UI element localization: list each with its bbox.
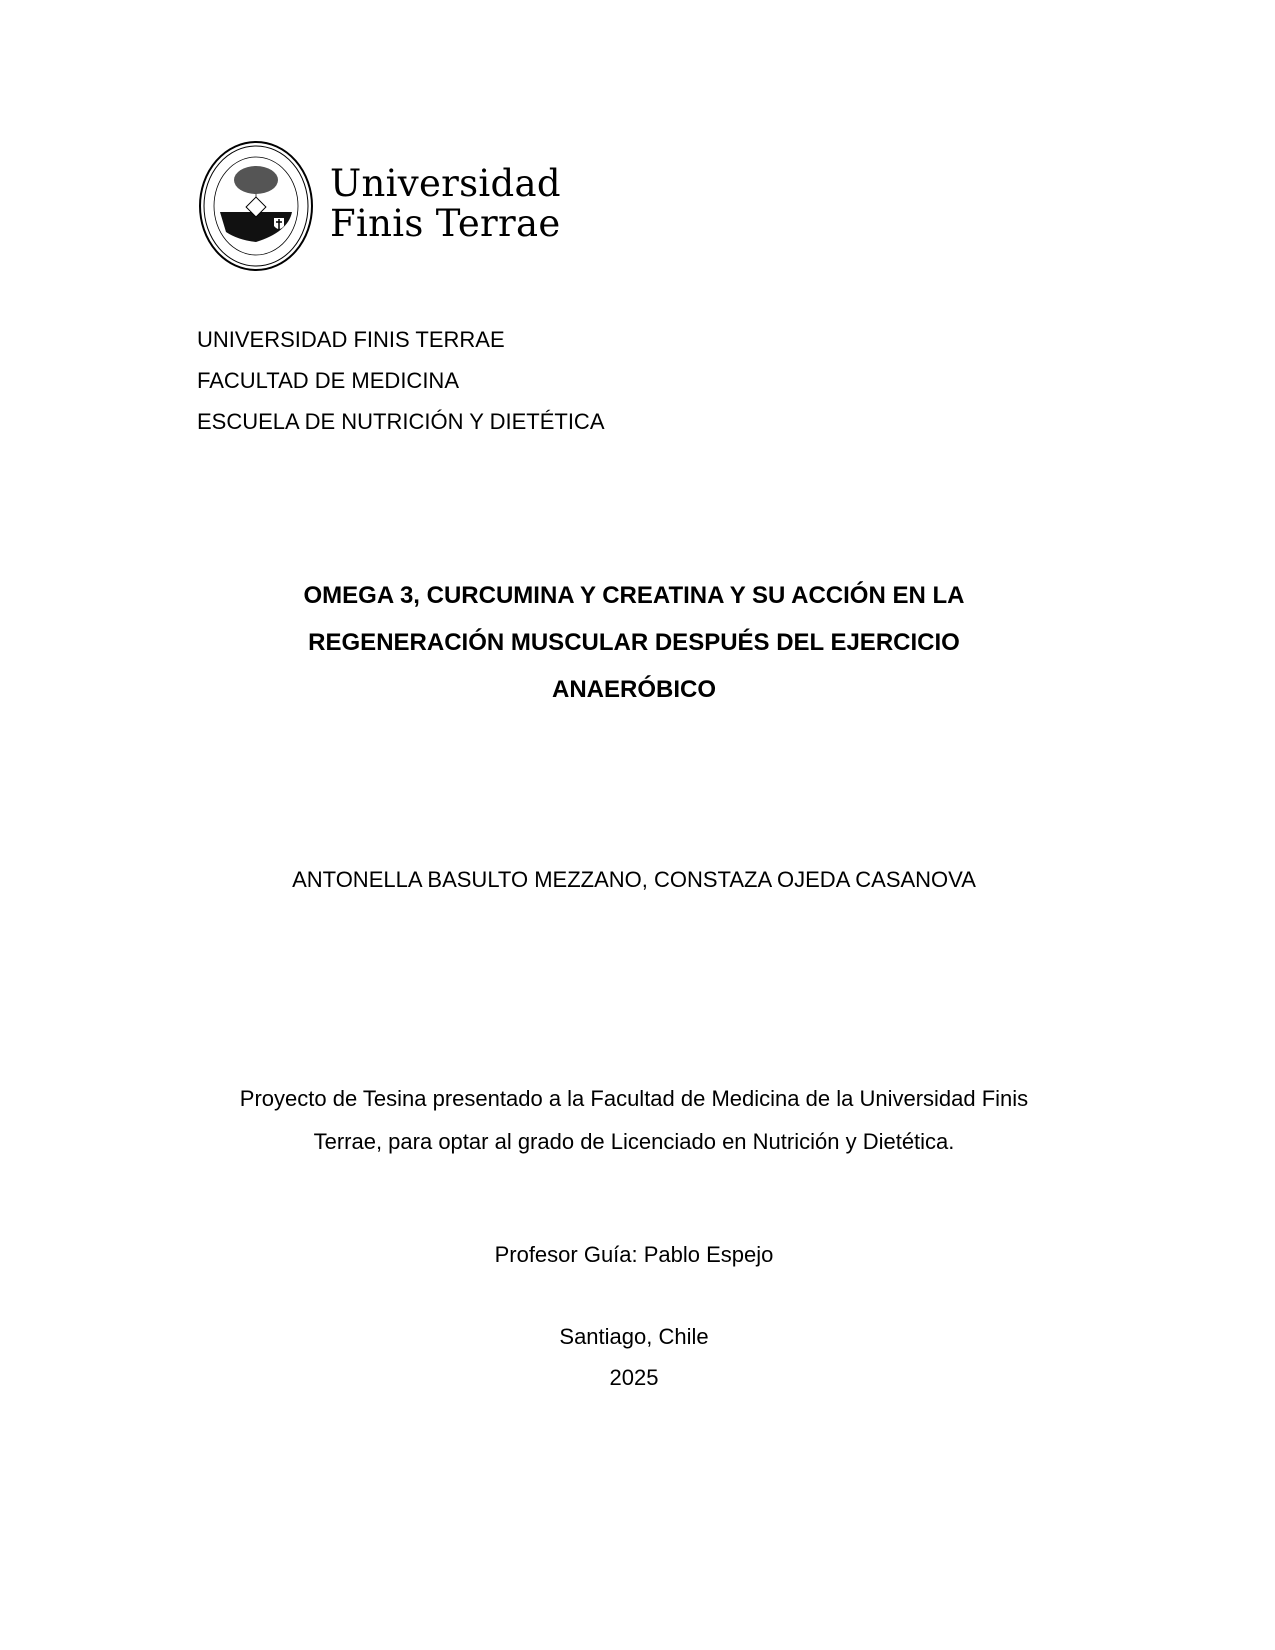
title-line: ANAERÓBICO xyxy=(551,676,716,703)
title-line: OMEGA 3, CURCUMINA Y CREATINA Y SU ACCIÓN EN LA xyxy=(303,582,965,609)
place: Santiago, Chile xyxy=(559,1324,709,1349)
thesis-title xyxy=(0,572,1268,713)
authors: ANTONELLA BASULTO MEZZANO, CONSTAZA OJEDA CASANOVA xyxy=(292,867,976,892)
faculty-name: FACULTAD DE MEDICINA xyxy=(197,368,459,393)
wordmark-line: Universidad xyxy=(330,162,561,205)
year: 2025 xyxy=(609,1365,659,1390)
wordmark-line: Finis Terrae xyxy=(330,202,561,245)
title-line: REGENERACIÓN MUSCULAR DESPUÉS DEL EJERCICIO xyxy=(308,629,960,656)
description-line: Terrae, para optar al grado de Licenciado en Nutrición y Dietética. xyxy=(313,1129,955,1154)
description-line: Proyecto de Tesina presentado a la Facultad de Medicina de la Universidad Finis xyxy=(239,1086,1029,1111)
school-name: ESCUELA DE NUTRICIÓN Y DIETÉTICA xyxy=(197,409,605,434)
university-seal-icon xyxy=(198,140,314,272)
university-wordmark xyxy=(330,164,561,244)
university-name: UNIVERSIDAD FINIS TERRAE xyxy=(197,327,505,352)
thesis-description xyxy=(0,1077,1268,1163)
university-logo xyxy=(198,140,314,277)
advisor: Profesor Guía: Pablo Espejo xyxy=(494,1242,774,1267)
